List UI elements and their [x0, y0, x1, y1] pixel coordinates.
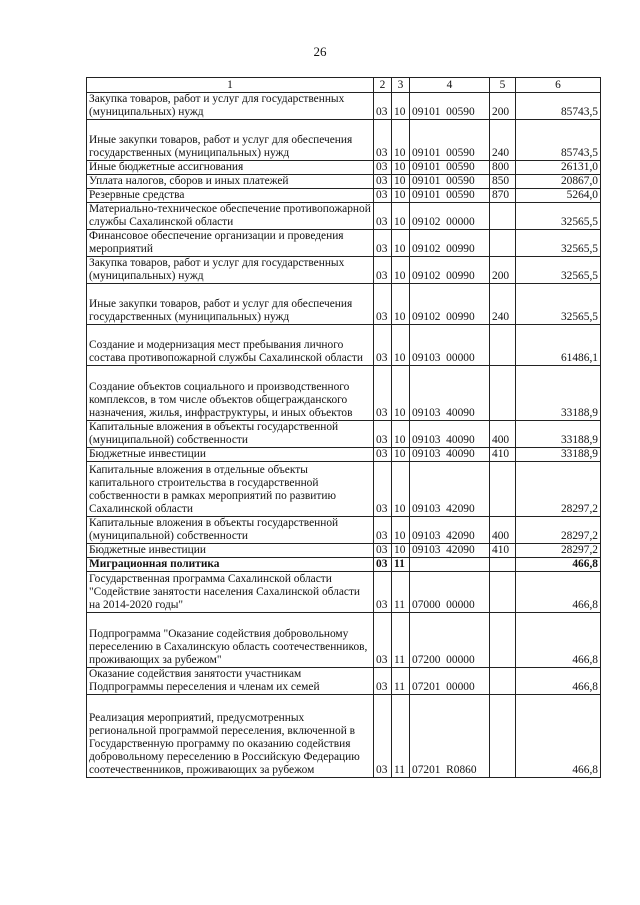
row-expense-type: 410: [490, 448, 516, 462]
table-row: [87, 517, 601, 544]
row-expense-type: 240: [490, 120, 516, 161]
row-name: Оказание содействия занятости участникам Подпрограммы переселения и членам их семей: [87, 668, 374, 695]
row-expense-type: [490, 695, 516, 778]
row-name: Подпрограмма "Оказание содействия добровольному переселению в Сахалинскую область соотечественников, проживающих за рубежом": [87, 613, 374, 668]
row-amount: 28297,2: [516, 462, 601, 517]
row-section: 03: [374, 448, 392, 462]
row-subsection: 11: [392, 695, 410, 778]
row-name: Резервные средства: [87, 189, 374, 203]
row-section: 03: [374, 544, 392, 558]
row-target-code: 09103 42090: [410, 544, 490, 558]
row-target-code: 09101 00590: [410, 189, 490, 203]
table-row: [87, 572, 601, 613]
row-amount: 32565,5: [516, 257, 601, 284]
row-expense-type: [490, 230, 516, 257]
row-name: Реализация мероприятий, предусмотренных региональной программой переселения, включенной в Государственную программу по оказанию содействия добровольному переселению в Российскую Федерацию соотечественников, проживающих за рубежом: [87, 695, 374, 778]
row-expense-type: [490, 668, 516, 695]
row-expense-type: 400: [490, 421, 516, 448]
column-header: 2: [374, 78, 392, 93]
row-name: Уплата налогов, сборов и иных платежей: [87, 175, 374, 189]
row-expense-type: [490, 366, 516, 421]
table-row: [87, 558, 601, 572]
row-amount: 33188,9: [516, 448, 601, 462]
row-name: Закупка товаров, работ и услуг для государственных (муниципальных) нужд: [87, 93, 374, 120]
row-expense-type: 800: [490, 161, 516, 175]
table-row: [87, 448, 601, 462]
row-subsection: 10: [392, 366, 410, 421]
row-section: 03: [374, 572, 392, 613]
row-target-code: 09103 40090: [410, 448, 490, 462]
row-expense-type: 410: [490, 544, 516, 558]
table-row: [87, 421, 601, 448]
table-row: [87, 161, 601, 175]
row-target-code: 09101 00590: [410, 175, 490, 189]
row-name: Бюджетные инвестиции: [87, 544, 374, 558]
row-amount: 466,8: [516, 668, 601, 695]
row-subsection: 11: [392, 558, 410, 572]
row-target-code: 09103 42090: [410, 517, 490, 544]
row-amount: 32565,5: [516, 203, 601, 230]
row-amount: 466,8: [516, 572, 601, 613]
row-name: Закупка товаров, работ и услуг для государственных (муниципальных) нужд: [87, 257, 374, 284]
row-section: 03: [374, 421, 392, 448]
row-name: Капитальные вложения в объекты государственной (муниципальной) собственности: [87, 421, 374, 448]
row-amount: 32565,5: [516, 284, 601, 325]
row-section: 03: [374, 668, 392, 695]
row-expense-type: 400: [490, 517, 516, 544]
row-subsection: 10: [392, 517, 410, 544]
row-amount: 466,8: [516, 613, 601, 668]
row-subsection: 11: [392, 572, 410, 613]
row-section: 03: [374, 203, 392, 230]
row-expense-type: [490, 203, 516, 230]
row-amount: 5264,0: [516, 189, 601, 203]
header-row: [87, 78, 601, 93]
row-expense-type: [490, 325, 516, 366]
row-section: 03: [374, 325, 392, 366]
row-expense-type: 870: [490, 189, 516, 203]
row-amount: 28297,2: [516, 544, 601, 558]
row-target-code: 09103 00000: [410, 325, 490, 366]
row-amount: 33188,9: [516, 366, 601, 421]
row-target-code: 09102 00000: [410, 203, 490, 230]
row-name: Миграционная политика: [87, 558, 374, 572]
row-section: 03: [374, 517, 392, 544]
row-subsection: 10: [392, 544, 410, 558]
row-target-code: 09102 00990: [410, 230, 490, 257]
row-subsection: 10: [392, 257, 410, 284]
row-amount: 28297,2: [516, 517, 601, 544]
table-row: [87, 93, 601, 120]
table-row: [87, 544, 601, 558]
table-row: [87, 203, 601, 230]
row-section: 03: [374, 175, 392, 189]
row-target-code: 09101 00590: [410, 120, 490, 161]
row-subsection: 10: [392, 161, 410, 175]
row-amount: 61486,1: [516, 325, 601, 366]
row-name: Иные закупки товаров, работ и услуг для обеспечения государственных (муниципальных) нужд: [87, 284, 374, 325]
row-target-code: [410, 558, 490, 572]
row-amount: 85743,5: [516, 93, 601, 120]
row-target-code: 09101 00590: [410, 161, 490, 175]
row-amount: 20867,0: [516, 175, 601, 189]
table-row: [87, 668, 601, 695]
column-header: 3: [392, 78, 410, 93]
row-subsection: 10: [392, 448, 410, 462]
row-section: 03: [374, 257, 392, 284]
row-subsection: 10: [392, 189, 410, 203]
budget-table: [86, 77, 601, 778]
row-subsection: 10: [392, 230, 410, 257]
row-expense-type: [490, 558, 516, 572]
row-name: Создание и модернизация мест пребывания личного состава противопожарной службы Сахалинской области: [87, 325, 374, 366]
row-amount: 33188,9: [516, 421, 601, 448]
row-target-code: 09102 00990: [410, 257, 490, 284]
row-section: 03: [374, 462, 392, 517]
table-row: [87, 366, 601, 421]
row-name: Финансовое обеспечение организации и проведения мероприятий: [87, 230, 374, 257]
row-subsection: 10: [392, 203, 410, 230]
table-row: [87, 325, 601, 366]
row-name: Иные бюджетные ассигнования: [87, 161, 374, 175]
row-section: 03: [374, 161, 392, 175]
row-target-code: 07201 R0860: [410, 695, 490, 778]
row-subsection: 10: [392, 325, 410, 366]
row-expense-type: 240: [490, 284, 516, 325]
row-target-code: 09103 40090: [410, 421, 490, 448]
row-section: 03: [374, 189, 392, 203]
table-row: [87, 175, 601, 189]
table-row: [87, 613, 601, 668]
row-subsection: 11: [392, 613, 410, 668]
row-section: 03: [374, 695, 392, 778]
row-section: 03: [374, 284, 392, 325]
row-expense-type: [490, 572, 516, 613]
row-amount: 466,8: [516, 558, 601, 572]
row-expense-type: [490, 462, 516, 517]
row-subsection: 10: [392, 120, 410, 161]
row-amount: 26131,0: [516, 161, 601, 175]
row-name: Материально-техническое обеспечение противопожарной службы Сахалинской области: [87, 203, 374, 230]
row-target-code: 09102 00990: [410, 284, 490, 325]
column-header: 4: [410, 78, 490, 93]
row-subsection: 10: [392, 284, 410, 325]
row-target-code: 07201 00000: [410, 668, 490, 695]
row-section: 03: [374, 120, 392, 161]
table-row: [87, 120, 601, 161]
column-header: 5: [490, 78, 516, 93]
row-subsection: 10: [392, 462, 410, 517]
row-target-code: 09101 00590: [410, 93, 490, 120]
row-amount: 85743,5: [516, 120, 601, 161]
row-target-code: 09103 40090: [410, 366, 490, 421]
table-row: [87, 189, 601, 203]
row-section: 03: [374, 366, 392, 421]
page-number: 26: [313, 44, 327, 59]
row-subsection: 10: [392, 93, 410, 120]
table-row: [87, 695, 601, 778]
row-subsection: 11: [392, 668, 410, 695]
row-section: 03: [374, 230, 392, 257]
row-section: 03: [374, 93, 392, 120]
row-expense-type: [490, 613, 516, 668]
column-header: 1: [87, 78, 374, 93]
row-name: Создание объектов социального и производственного комплексов, в том числе объектов общегражданского назначения, жилья, инфраструктуры, и иных объектов: [87, 366, 374, 421]
row-subsection: 10: [392, 421, 410, 448]
row-amount: 32565,5: [516, 230, 601, 257]
row-name: Капитальные вложения в отдельные объекты капитального строительства в государственной собственности в рамках мероприятий по развитию Сахалинской области: [87, 462, 374, 517]
row-name: Капитальные вложения в объекты государственной (муниципальной) собственности: [87, 517, 374, 544]
row-expense-type: 200: [490, 93, 516, 120]
row-target-code: 07200 00000: [410, 613, 490, 668]
row-subsection: 10: [392, 175, 410, 189]
row-expense-type: 850: [490, 175, 516, 189]
row-section: 03: [374, 613, 392, 668]
table-row: [87, 230, 601, 257]
row-section: 03: [374, 558, 392, 572]
row-expense-type: 200: [490, 257, 516, 284]
row-target-code: 07000 00000: [410, 572, 490, 613]
table-row: [87, 284, 601, 325]
row-amount: 466,8: [516, 695, 601, 778]
row-name: Государственная программа Сахалинской области "Содействие занятости населения Сахалинской области на 2014-2020 годы": [87, 572, 374, 613]
table-row: [87, 462, 601, 517]
column-header: 6: [516, 78, 601, 93]
row-target-code: 09103 42090: [410, 462, 490, 517]
table-row: [87, 257, 601, 284]
row-name: Бюджетные инвестиции: [87, 448, 374, 462]
row-name: Иные закупки товаров, работ и услуг для обеспечения государственных (муниципальных) нужд: [87, 120, 374, 161]
